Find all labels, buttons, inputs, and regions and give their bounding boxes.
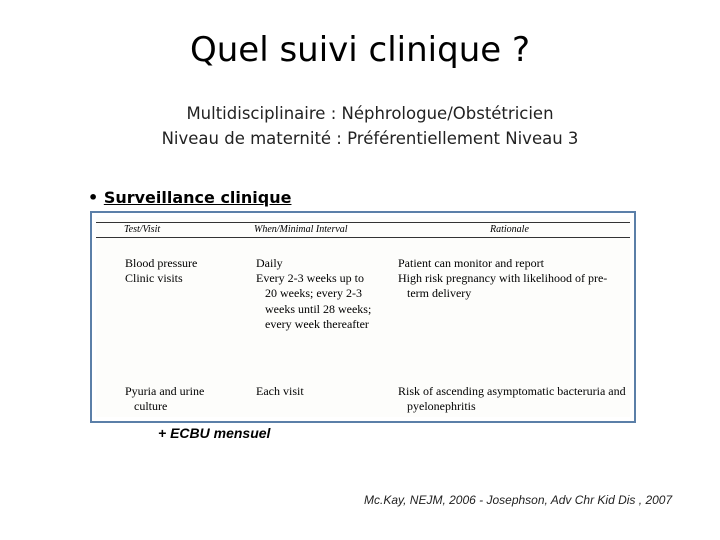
row1-test-line: Blood pressure — [125, 256, 198, 270]
row1-when-line: 20 weeks; every 2-3 — [265, 286, 362, 301]
row1-when-line: every week thereafter — [265, 316, 369, 331]
table-header-rule — [96, 237, 630, 238]
row2-rationale-line: Risk of ascending asymptomatic bacteruria and — [398, 384, 626, 398]
header-rationale: Rationale — [490, 224, 529, 235]
bullet-item — [88, 188, 291, 207]
table-inner — [96, 217, 630, 417]
ecbu-note: + ECBU mensuel — [158, 425, 271, 441]
table-image-frame — [90, 211, 636, 423]
row1-rationale-line: term delivery — [407, 286, 472, 301]
slide-title: Quel suivi clinique ? — [189, 30, 531, 70]
header-when: When/Minimal Interval — [254, 224, 348, 235]
row2-rationale-line: pyelonephritis — [407, 399, 476, 414]
bullet-heading: Surveillance clinique — [103, 188, 292, 207]
table-top-rule — [96, 222, 630, 223]
row2-when-cell — [256, 384, 304, 399]
row2-test-cell — [125, 384, 204, 414]
bullet-symbol: • — [88, 188, 99, 207]
row2-when-line: Each visit — [256, 384, 304, 398]
subtitle-line-1: Multidisciplinaire : Néphrologue/Obstétricien — [186, 104, 554, 123]
row1-test-line: Clinic visits — [125, 271, 183, 286]
subtitle-line-2: Niveau de maternité : Préférentiellement Niveau 3 — [161, 129, 579, 148]
row1-when-cell — [256, 256, 371, 332]
row1-rationale-line: Patient can monitor and report — [398, 256, 544, 270]
header-test-visit: Test/Visit — [124, 224, 161, 235]
row2-rationale-cell — [398, 384, 626, 414]
row1-rationale-line: High risk pregnancy with likelihood of pre- — [398, 271, 608, 286]
row1-rationale-cell — [398, 256, 607, 302]
row1-when-line: Daily — [256, 256, 283, 270]
row2-test-line: culture — [134, 399, 168, 414]
row1-when-line: weeks until 28 weeks; — [265, 301, 372, 316]
row1-when-line: Every 2-3 weeks up to — [256, 271, 364, 286]
citation: Mc.Kay, NEJM, 2006 - Josephson, Adv Chr Kid Dis , 2007 — [364, 493, 673, 507]
row1-test-cell — [125, 256, 197, 286]
row2-test-line: Pyuria and urine — [125, 384, 205, 398]
